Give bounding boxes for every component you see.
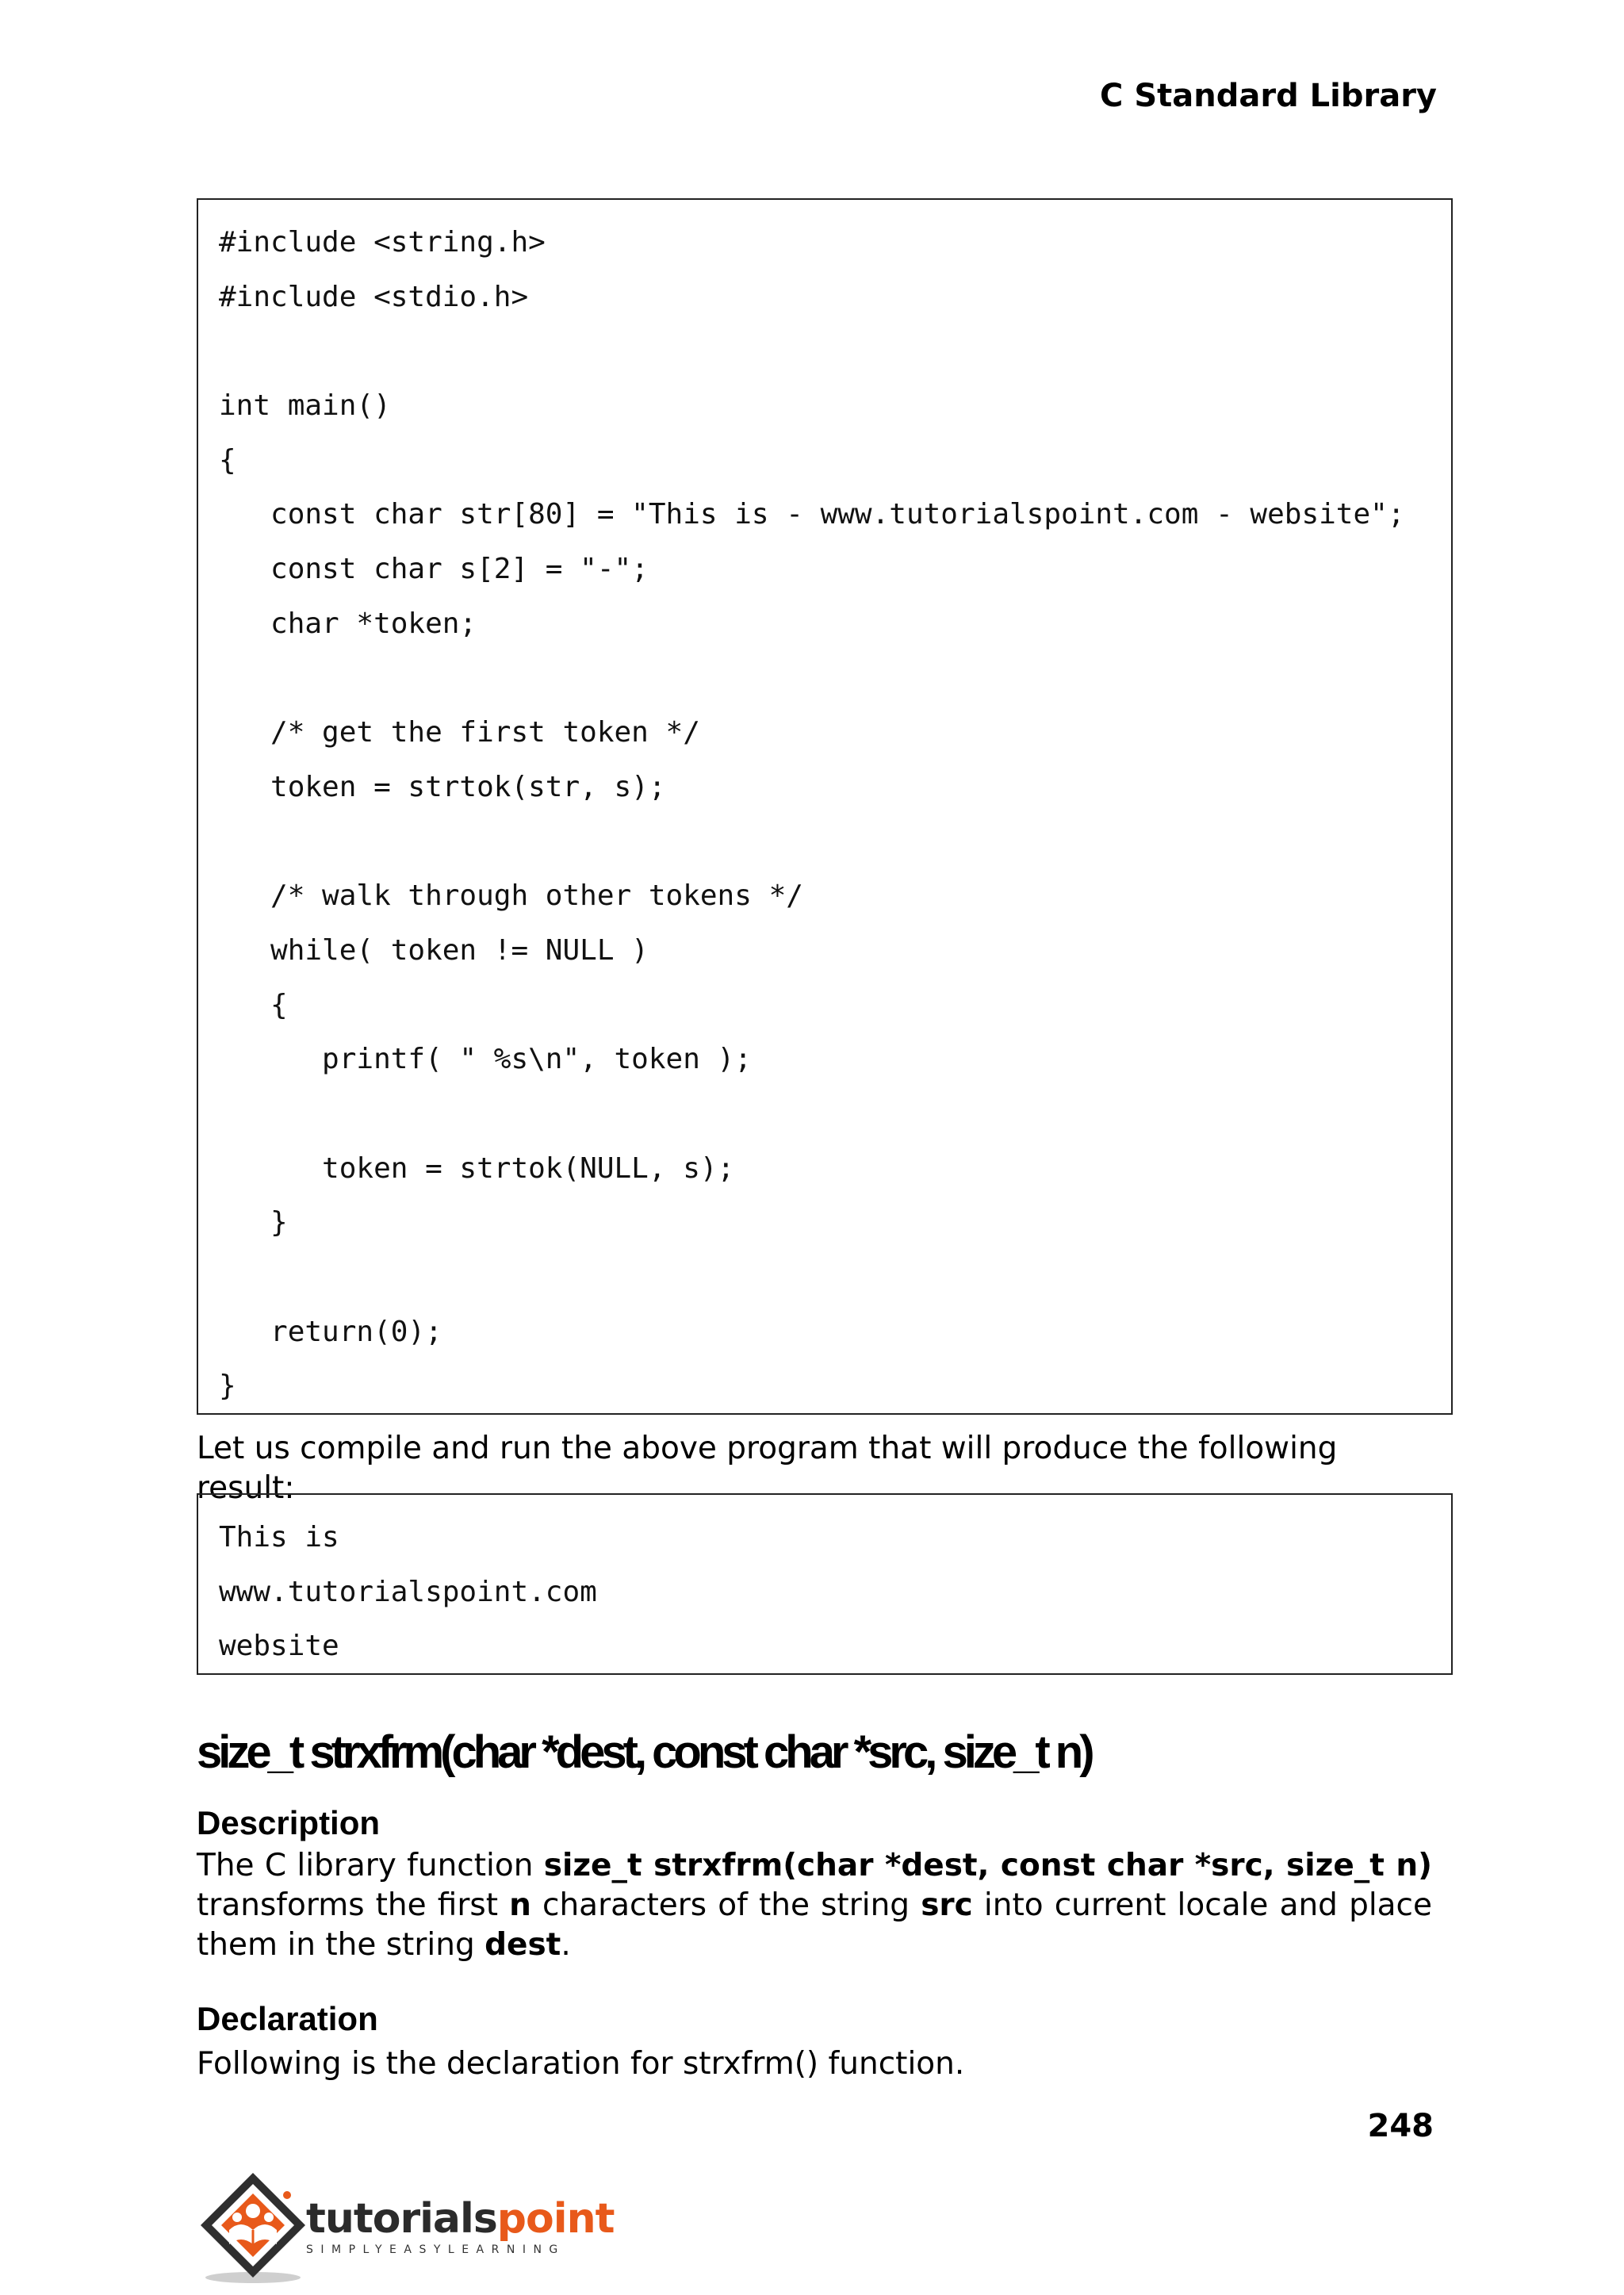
- code-line: }: [219, 1206, 288, 1239]
- param-dest: dest: [485, 1927, 561, 1963]
- declaration-paragraph: Following is the declaration for strxfrm() function.: [197, 2046, 965, 2082]
- intro-paragraph: Let us compile and run the above program that will produce the following result:: [197, 1431, 1338, 1506]
- output-block: [197, 1493, 1453, 1675]
- output-line: This is: [219, 1521, 339, 1554]
- description-text: .: [561, 1927, 571, 1963]
- logo-word-tutorials: tutorials: [306, 2195, 497, 2243]
- page-header-title: C Standard Library: [1100, 78, 1437, 114]
- section-heading: size_t strxfrm(char *dest, const char *src, size_t n): [197, 1726, 1091, 1778]
- code-line: [219, 1087, 1431, 1142]
- param-n: n: [509, 1887, 531, 1923]
- code-line: [219, 815, 1431, 870]
- code-line: #include <string.h>: [219, 226, 546, 259]
- code-line: {: [219, 988, 288, 1021]
- code-line: return(0);: [219, 1315, 442, 1348]
- code-line: const char s[2] = "-";: [219, 553, 649, 586]
- logo-word-point: point: [496, 2195, 615, 2243]
- tutorialspoint-logo: [193, 2167, 615, 2285]
- code-line: printf( " %s\n", token );: [219, 1043, 752, 1076]
- code-line: while( token != NULL ): [219, 933, 649, 967]
- description-text: into current locale and place them in the string: [197, 1887, 1432, 1963]
- description-heading: Description: [197, 1804, 381, 1841]
- description-text: transforms the first: [197, 1887, 510, 1923]
- code-line: }: [219, 1370, 236, 1403]
- code-line: token = strtok(str, s);: [219, 770, 666, 803]
- logo-emblem-icon: [193, 2167, 312, 2285]
- code-line: /* walk through other tokens */: [219, 879, 803, 913]
- code-line: [219, 652, 1431, 707]
- description-text: characters of the string: [530, 1887, 921, 1923]
- code-line: [219, 324, 1431, 379]
- output-line: website: [219, 1630, 339, 1663]
- declaration-heading: Declaration: [197, 2000, 378, 2037]
- logo-wordmark: [306, 2195, 614, 2243]
- code-line: [219, 1251, 1431, 1305]
- logo-tagline: SIMPLYEASYLEARNING: [306, 2243, 565, 2256]
- description-paragraph: [197, 1846, 1432, 1965]
- code-block: [197, 198, 1453, 1415]
- code-line: #include <stdio.h>: [219, 280, 529, 313]
- code-line: token = strtok(NULL, s);: [219, 1151, 735, 1185]
- code-line: /* get the first token */: [219, 716, 700, 749]
- function-signature: size_t strxfrm(char *dest, const char *src, size_t n): [543, 1848, 1432, 1883]
- output-line: www.tutorialspoint.com: [219, 1575, 597, 1608]
- code-line: int main(): [219, 389, 391, 423]
- description-text: The C library function: [197, 1848, 544, 1883]
- page-number: 248: [1367, 2108, 1434, 2144]
- code-line: char *token;: [219, 607, 477, 640]
- param-src: src: [921, 1887, 973, 1923]
- code-line: {: [219, 443, 236, 477]
- code-line: const char str[80] = "This is - www.tutorialspoint.com - website";: [219, 498, 1405, 531]
